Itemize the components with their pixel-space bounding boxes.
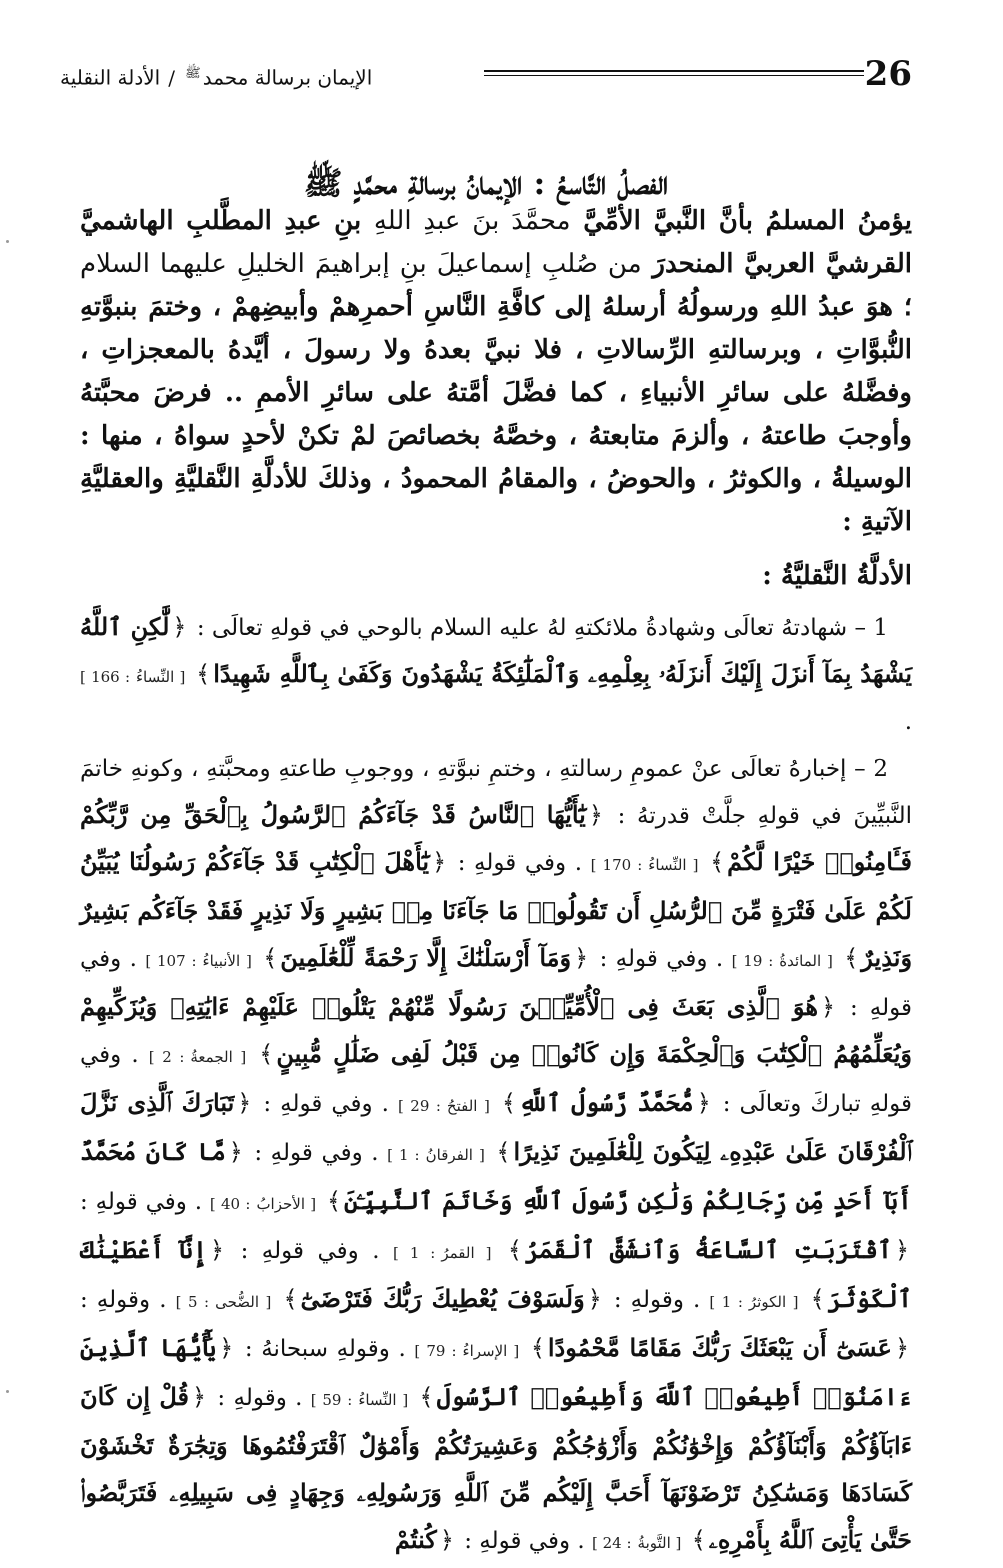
evidence-number: 2 –: [854, 756, 888, 782]
prophet-name: محمَّدَ بنَ عبدِ اللهِ: [373, 206, 571, 236]
quran-verse: ﴿إِنَّآ أَعْطَيْنَٰكَ ٱلْكَوْثَرَ﴾: [80, 1235, 912, 1313]
intro-paragraph: [80, 200, 912, 544]
quran-verse: ﴿هُوَ ٱلَّذِى بَعَثَ فِى ٱلْأُمِّيِّـۧنَ رَسُولًا مِّنْهُمْ يَتْلُوا۟ عَلَيْهِمْ ءَايَٰتِهِۦ وَيُزَكِّيهِمْ وَيُعَلِّمُهُمُ ٱلْكِتَٰبَ وَٱلْحِكْمَةَ وَإِن كَانُوا۟ مِن قَبْلُ لَفِى ضَلَٰلٍ مُّبِينٍ﴾: [80, 992, 913, 1068]
evidence-item-1: [80, 604, 912, 745]
verse-reference: [ الفرقانُ: 1 ]: [387, 1146, 485, 1164]
quran-verse: ﴿عَسَىٰٓ أَن يَبْعَثَكَ رَبُّكَ مَقَامًا مَّحْمُودًا﴾: [530, 1333, 910, 1362]
quran-verse: ﴿وَلَسَوْفَ يُعْطِيكَ رَبُّكَ فَتَرْضَىٰٓ﴾: [283, 1284, 602, 1313]
running-header: [60, 54, 912, 98]
main-text: [80, 200, 912, 1568]
evidence-text: شهادتهُ تعالَى وشهادةُ ملائكتهِ لهُ عليه السلام بالوحي في قولهِ تعالَى :: [196, 615, 848, 641]
verse-reference: [ الكوثرُ: 1 ]: [709, 1293, 799, 1311]
chapter-title: الفصلُ التَّاسعُ : الإيمانُ برسالةِ محمَّدٍ ﷺ: [303, 164, 669, 203]
verse-reference: [ النِّساءُ: 170 ]: [590, 856, 699, 874]
quran-verse: ﴿يَٰٓأَيُّهَا ٱلَّذِينَ ءَامَنُوٓا۟ أَطِيعُوا۟ ٱللَّهَ وَأَطِيعُوا۟ ٱلرَّسُولَ﴾: [80, 1333, 913, 1411]
verse-reference: [ النِّساءُ: 166 ]: [80, 668, 186, 686]
verse-reference: [ الفتحُ: 29 ]: [397, 1097, 490, 1115]
quran-verse: ﴿قُلْ إِن كَانَ ءَابَآؤُكُمْ وَأَبْنَآؤُكُمْ وَإِخْوَٰنُكُمْ وَأَزْوَٰجُكُمْ وَعَشِيرَتُكُمْ وَأَمْوَٰلٌ ٱقْتَرَفْتُمُوهَا وَتِجَٰرَةٌ تَخْشَوْنَ كَسَادَهَا وَمَسَٰكِنُ تَرْضَوْنَهَآ أَحَبَّ إِلَيْكُم مِّنَ ٱللَّهِ وَرَسُولِهِۦ وَجِهَادٍ فِى سَبِيلِهِۦ فَتَرَبَّصُوا۟ حَتَّىٰ يَأْتِىَ ٱللَّهُ بِأَمْرِهِۦ﴾: [80, 1382, 912, 1554]
quran-verse: ﴿يَٰٓأَيُّهَا ٱلنَّاسُ قَدْ جَآءَكُمُ ٱلرَّسُولُ بِٱلْحَقِّ مِن رَّبِّكُمْ فَـَٔامِنُوا۟ خَيْرًا لَّكُمْ﴾: [80, 800, 913, 876]
verse-reference: [ الأنبياءُ: 107 ]: [145, 952, 252, 970]
verse-reference: [ الأحزابُ: 40 ]: [209, 1195, 317, 1213]
intro-text: بنِ عبدِ المطَّلبِ الهاشميَّ القرشيَّ العربيَّ المنحدرَ: [80, 206, 912, 279]
evidence-text: . وفي قولهِ :: [80, 1189, 203, 1215]
verse-reference: [ المائدةُ: 19 ]: [731, 952, 833, 970]
salawat-mark: ﷺ: [184, 66, 201, 81]
evidence-text: . وقولهِ سبحانهُ :: [244, 1336, 406, 1362]
intro-text: ؛ هوَ عبدُ اللهِ ورسولُهُ أرسلهُ إلى كافَّةِ النَّاسِ أحمرِهمْ وأبيضِهمْ ، وختمَ بنبوَّتهِ النُّبوَّاتِ ، وبرسالتهِ الرِّسالاتِ ، فلا نبيَّ بعدهُ ولا رسولَ ، أيَّدهُ بالمعجزاتِ ، وفضَّلهُ على سائرِ الأنبياءِ ، كما فضَّلَ أمَّتهُ على سائرِ الأممِ .. فرضَ محبَّتهُ وأوجبَ طاعتهُ ، وألزمَ متابعتهُ ، وخصَّهُ بخصائصَ لمْ تكنْ لأحدٍ سواهُ ، منها : الوسيلةُ ، والكوثرُ ، والحوضُ ، والمقامُ المحمودُ ، وذلكَ للأدلَّةِ النَّقليَّةِ والعقليَّةِ الآتيةِ :: [80, 292, 912, 537]
quran-verse: ﴿مُّحَمَّدٌ رَّسُولُ ٱللَّهِ﴾: [501, 1088, 711, 1117]
prophet-lineage: من صُلبِ إسماعيلَ بنِ إبراهيمَ الخليلِ عليهما السلام: [80, 249, 642, 279]
intro-text: يؤمنُ المسلمُ بأنَّ النَّبيَّ الأمِّيَّ: [570, 206, 912, 236]
evidence-text: . وفي قولهِ :: [263, 1091, 389, 1117]
running-title-separator: /: [168, 65, 175, 90]
evidence-text: . وفي قولهِ تباركَ وتعالَى :: [80, 1042, 912, 1117]
quran-verse: ﴿مَّا كَانَ مُحَمَّدٌ أَبَآ أَحَدٍ مِّن رِّجَالِكُمْ وَلَٰكِن رَّسُولَ ٱللَّهِ وَخَاتَمَ ٱلنَّبِيِّـۧنَ﴾: [80, 1137, 912, 1215]
verse-reference: [ الجمعةُ: 2 ]: [148, 1048, 247, 1066]
scan-speck: [6, 1390, 9, 1393]
verse-reference: [ الضُّحى: 5 ]: [175, 1293, 272, 1311]
quran-verse: ﴿كُنتُمْ: [394, 1525, 454, 1554]
evidence-text: . وفي قولهِ :: [240, 1238, 380, 1264]
verse-reference: [ التَّوبةُ: 24 ]: [591, 1534, 682, 1552]
verse-reference: [ النِّساءُ: 59 ]: [310, 1391, 409, 1409]
header-rule: [484, 70, 864, 76]
quran-verse: ﴿يَٰٓأَهْلَ ٱلْكِتَٰبِ قَدْ جَآءَكُمْ رَسُولُنَا يُبَيِّنُ لَكُمْ عَلَىٰ فَتْرَةٍ مِّنَ ٱلرُّسُلِ أَن تَقُولُوا۟ مَا جَآءَنَا مِنۢ بَشِيرٍ وَلَا نَذِيرٍ فَقَدْ جَآءَكُم بَشِيرٌ وَنَذِيرٌ﴾: [80, 847, 913, 972]
evidence-text: . وفي قولهِ :: [599, 946, 724, 972]
quran-verse: ﴿ٱقْتَرَبَتِ ٱلسَّاعَةُ وَٱنشَقَّ ٱلْقَمَرُ﴾: [507, 1235, 910, 1264]
evidence-text: . وقولهِ :: [217, 1385, 303, 1411]
evidence-item-2: [80, 747, 912, 1566]
evidence-text: . وقولهِ :: [613, 1287, 701, 1313]
page-number: 26: [864, 54, 912, 94]
quran-verse: ﴿لَّٰكِنِ ٱللَّهُ يَشْهَدُ بِمَآ أَنزَلَ إِلَيْكَ أَنزَلَهُۥ بِعِلْمِهِۦ وَٱلْمَلَٰٓئِكَةُ يَشْهَدُونَ وَكَفَىٰ بِٱللَّهِ شَهِيدًا﴾: [80, 612, 912, 688]
evidence-text: إخبارهُ تعالَى عنْ عمومِ رسالتهِ ، وختمِ نبوَّتهِ ، ووجوبِ طاعتهِ ومحبَّتهِ ، وكونهِ خاتمَ النَّبيِّينَ في قولهِ جلَّتْ قدرتهُ :: [80, 756, 913, 829]
evidence-text: . وفي قولهِ :: [80, 946, 913, 1021]
verse-reference: [ القمرُ: 1 ]: [393, 1244, 492, 1262]
evidence-text: . وفي قولهِ :: [457, 850, 583, 876]
evidence-text: . وفي قولهِ :: [464, 1528, 585, 1554]
quran-verse: ﴿وَمَآ أَرْسَلْنَٰكَ إِلَّا رَحْمَةً لِّلْعَٰلَمِينَ﴾: [263, 943, 589, 972]
quran-verse: ﴿تَبَارَكَ ٱلَّذِى نَزَّلَ ٱلْفُرْقَانَ عَلَىٰ عَبْدِهِۦ لِيَكُونَ لِلْعَٰلَمِينَ نَذِيرًا﴾: [80, 1088, 913, 1166]
running-title-book: الإيمان برسالة محمد: [202, 65, 373, 90]
section-heading: الأدلَّةُ النَّقليَّةُ :: [762, 561, 912, 591]
running-title: [60, 60, 372, 92]
running-title-section: الأدلة النقلية: [60, 65, 161, 90]
scan-speck: [6, 240, 9, 243]
evidence-text: . وقولهِ :: [80, 1287, 167, 1313]
verse-reference: [ الإسراءُ: 79 ]: [414, 1342, 520, 1360]
evidence-number: 1 –: [854, 615, 888, 641]
evidence-text: .: [904, 709, 912, 735]
evidence-text: . وفي قولهِ :: [254, 1140, 379, 1166]
